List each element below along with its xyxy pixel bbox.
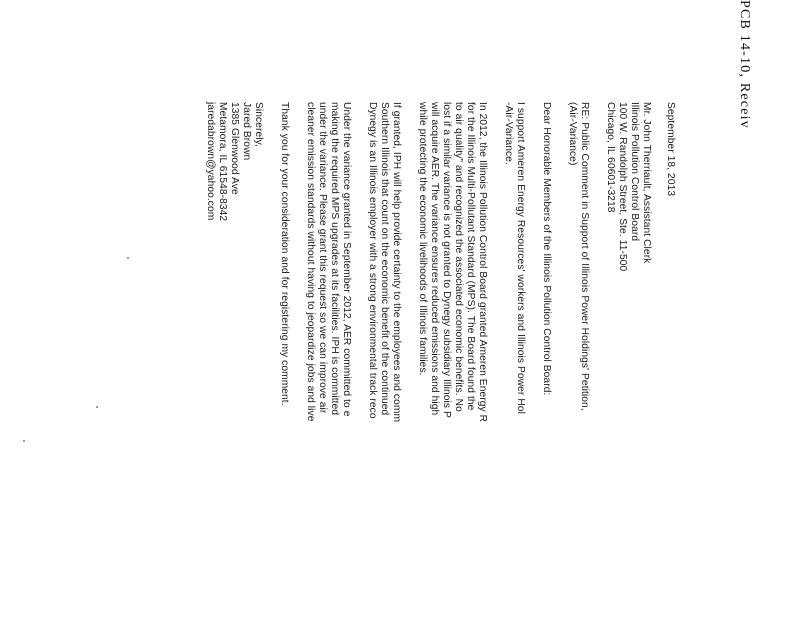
paragraph-line: cleaner emission standards without having to jeopardize jobs and live (305, 102, 316, 422)
salutation: Dear Honorable Members of the Illinois Pollution Control Board: (541, 102, 552, 396)
paragraph-line: will acquire AER. The variance ensures reduced emissions and high (429, 102, 440, 416)
paragraph-line: -Air-Variance. (503, 102, 514, 165)
addressee-line: 100 W. Randolph Street, Ste. 11-500 (617, 102, 628, 272)
paragraph-line: to air quality" and recognized the associated economic benefits. No (453, 102, 464, 412)
paragraph-line: Under the variance granted in September 2012, AER committed to e (341, 102, 352, 417)
scan-speck (96, 406, 98, 408)
scan-speck (127, 257, 129, 259)
paragraph-line: while protecting the economic livelihoods of Illinois families. (417, 102, 428, 376)
signature-line: 1385 Glenwood Ave (229, 102, 240, 195)
paragraph-line: Dynegy is an Illinois employer with a strong environmental track reco (367, 102, 378, 419)
received-stamp: PCB 14-10, Receiv (737, 0, 752, 129)
paragraph-line: Thank you for your consideration and for registering my comment. (279, 102, 290, 406)
closing: Sincerely, (253, 102, 264, 147)
addressee-line: Chicago, IL 60601-3218 (605, 102, 616, 213)
paragraph-line: lost if a similar variance is not granted to Dynegy subsidiary Illinois P (441, 102, 452, 418)
addressee-line: Illinois Pollution Control Board (629, 102, 640, 242)
addressee-line: Mr. John Therriault, Assistant Clerk (641, 102, 652, 264)
paragraph-line: under the variance. Please grant this request so we can improve air (317, 102, 328, 414)
signature-line: jaredabrown@yahoo.com (205, 102, 216, 221)
paragraph-line: In 2012, the Illinois Pollution Control Board granted Ameren Energy R (477, 102, 488, 423)
subject-line: (Air-Variance) (567, 102, 578, 166)
paragraph-line: I support Ameren Energy Resources' workers and Illinois Power Hol (515, 102, 526, 414)
scan-speck (23, 440, 25, 442)
signature-line: Metamora, IL 61548-8342 (217, 102, 228, 222)
paragraph-line: Southern Illinois that count on the economic benefit of the continued (379, 102, 390, 416)
paragraph-line: If granted, IPH will help provide certainty to the employees and comm (391, 102, 402, 423)
paragraph-line: for the Illinois Multi-Pollutant Standard (MPS). The Board found the (465, 102, 476, 411)
paragraph-line: making the required MPS upgrades at its facilities. IPH is committed (329, 102, 340, 416)
signature-line: Jared Brown (241, 102, 252, 161)
letter-date: September 18, 2013 (665, 102, 676, 197)
subject-line: RE: Public Comment in Support of Illinois Power Holdings' Petition, (579, 102, 590, 411)
